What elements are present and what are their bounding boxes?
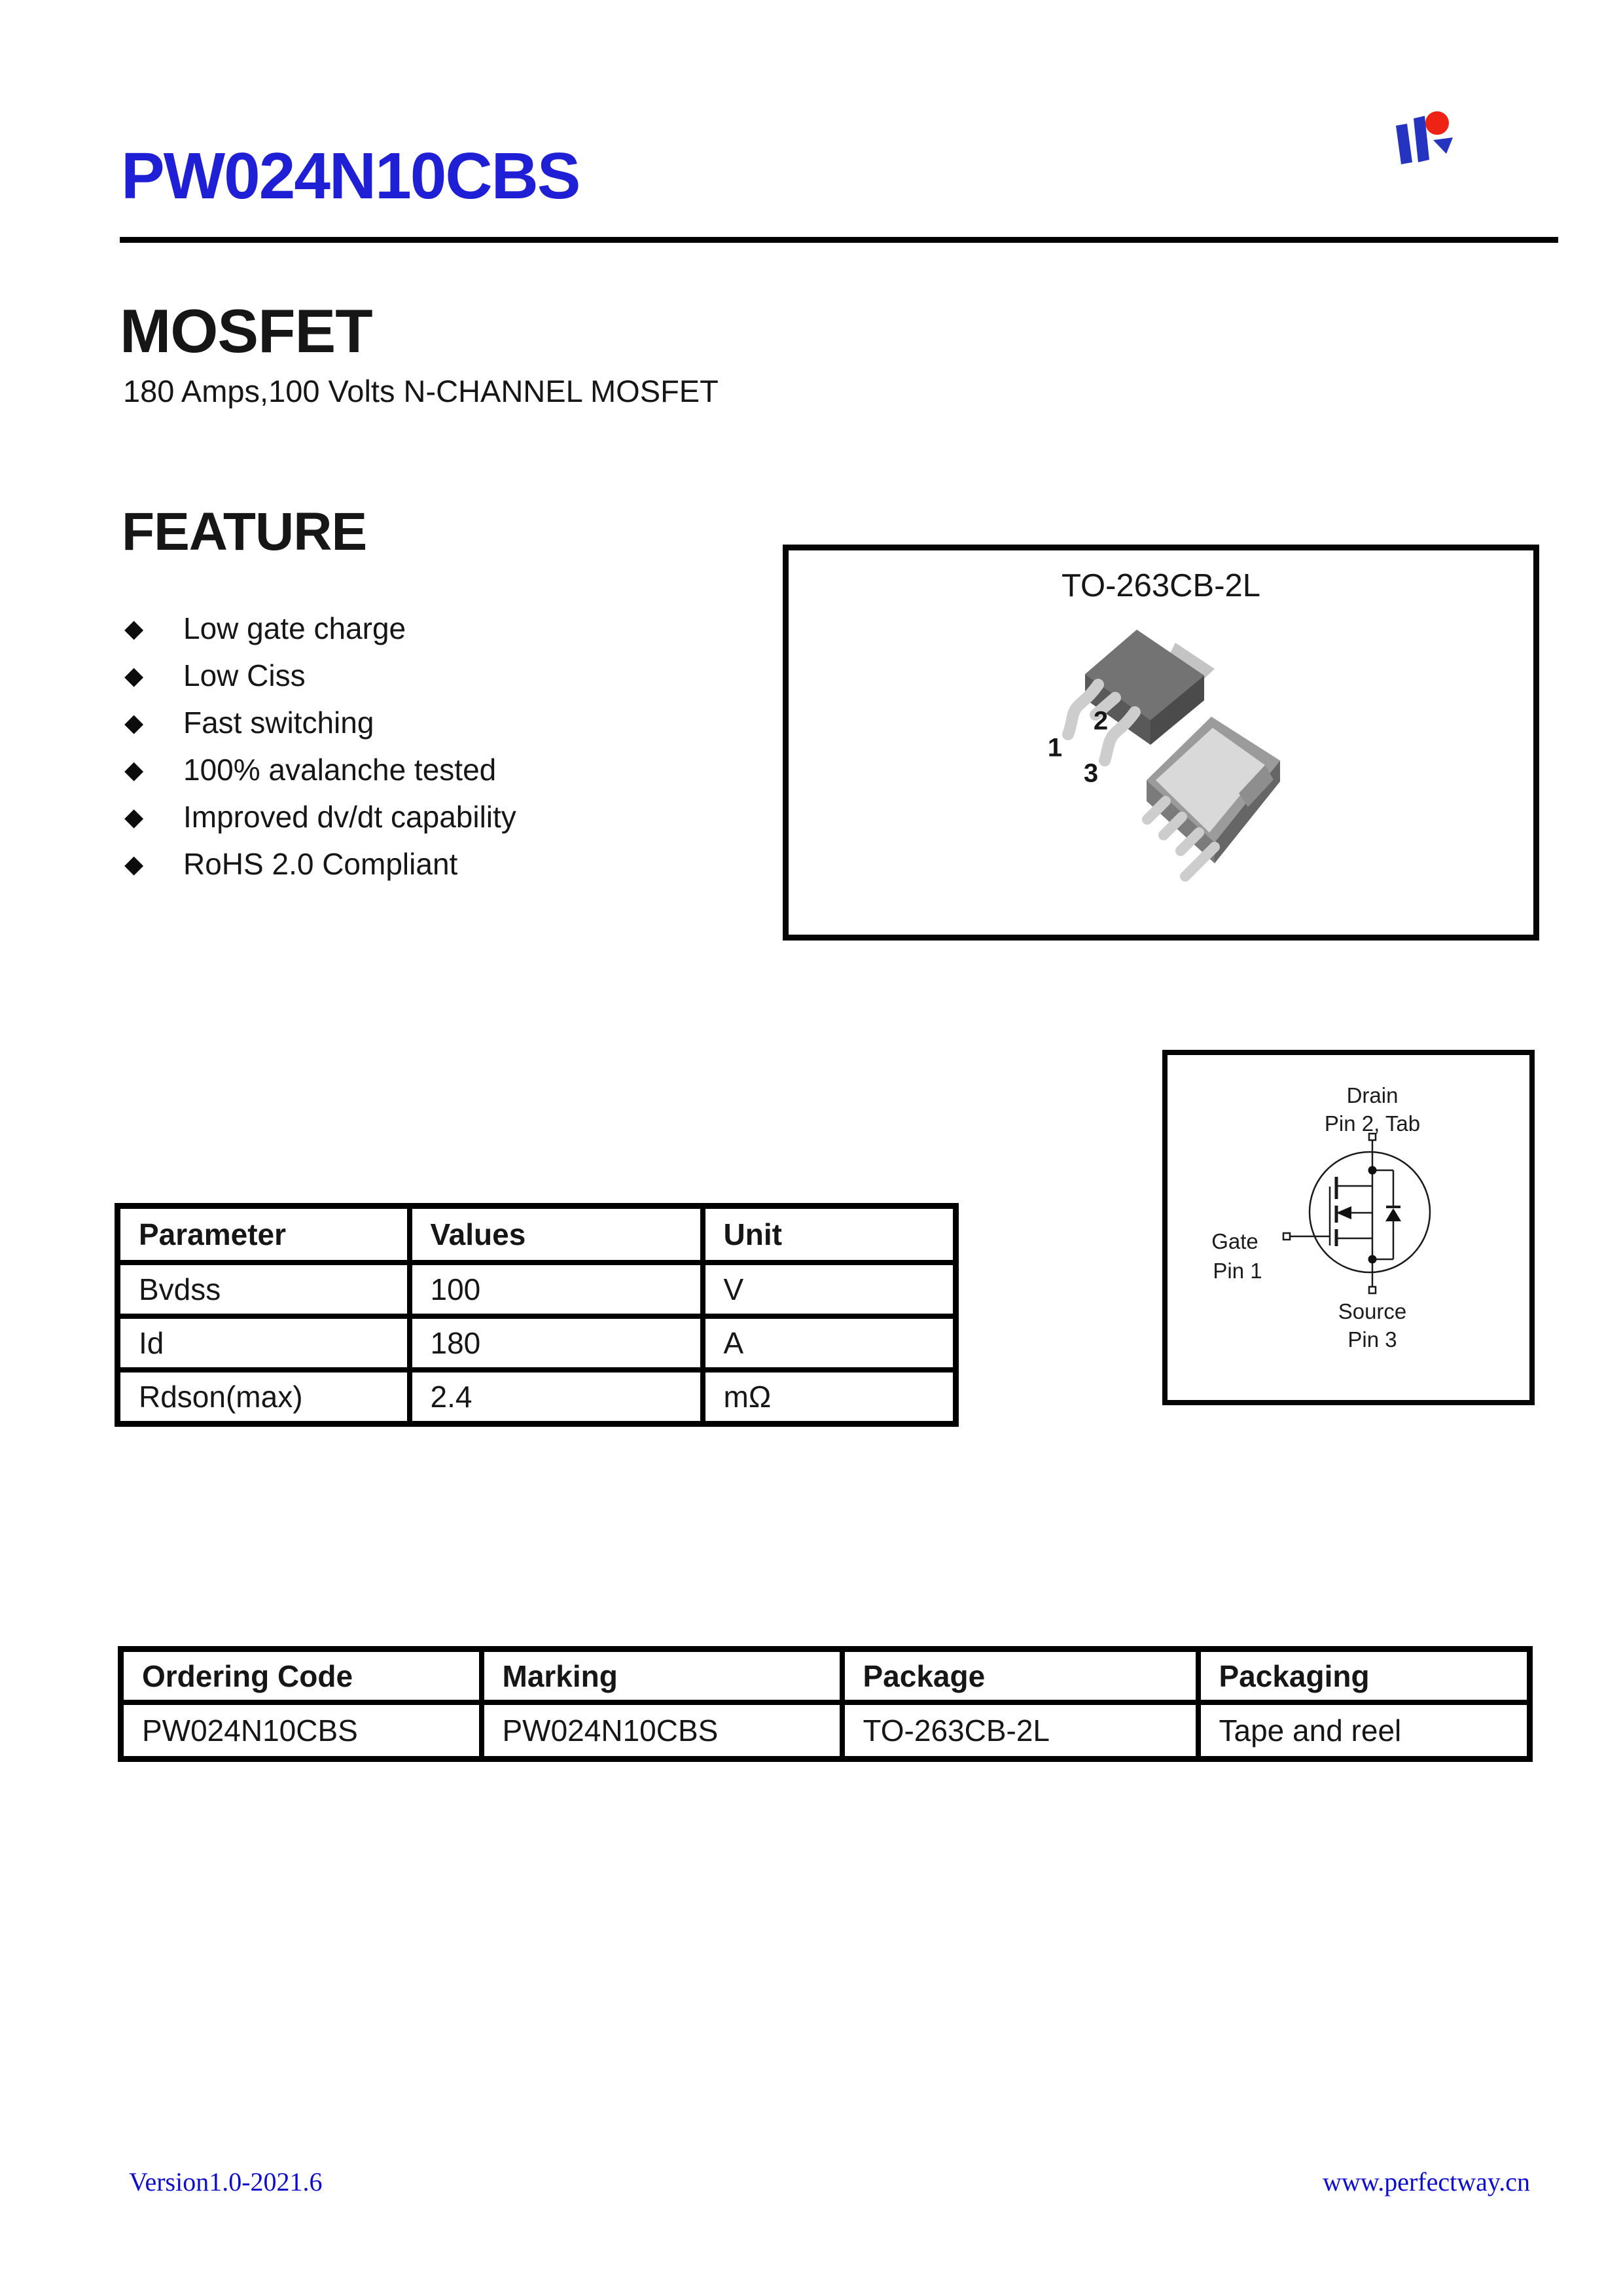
pinout-figure — [1162, 1050, 1535, 1405]
feature-heading: FEATURE — [122, 502, 367, 562]
parameter-table — [115, 1203, 959, 1427]
marking: PW024N10CBS — [482, 1702, 842, 1759]
feature-item — [124, 840, 779, 888]
source-pin-label: Pin 3 — [1347, 1327, 1397, 1352]
column-header: Ordering Code — [121, 1649, 482, 1703]
column-header: Values — [410, 1206, 703, 1263]
diamond-bullet-icon: ◆ — [124, 662, 144, 690]
table-header-row — [121, 1649, 1530, 1703]
param-value: 2.4 — [410, 1370, 703, 1424]
table-row — [118, 1263, 956, 1316]
packaging: Tape and reel — [1198, 1702, 1530, 1759]
feature-item — [124, 699, 779, 746]
gate-label: Gate — [1211, 1229, 1258, 1253]
column-header: Package — [842, 1649, 1198, 1703]
feature-item-label: 100% avalanche tested — [183, 753, 497, 787]
feature-item — [124, 605, 779, 652]
ordering-table — [118, 1646, 1533, 1762]
param-name: Id — [118, 1316, 410, 1370]
table-row — [118, 1316, 956, 1370]
ordering-code: PW024N10CBS — [121, 1702, 482, 1759]
package-name: TO-263CB-2L — [1061, 568, 1261, 603]
diamond-bullet-icon: ◆ — [124, 850, 144, 878]
column-header: Marking — [482, 1649, 842, 1703]
feature-item — [124, 652, 779, 699]
feature-item-label: Improved dv/dt capability — [183, 800, 516, 834]
pin-3-label: 3 — [1083, 759, 1099, 788]
pin-1-label: 1 — [1047, 733, 1063, 762]
param-unit: V — [703, 1263, 956, 1316]
table-row — [121, 1702, 1530, 1759]
source-label: Source — [1338, 1299, 1407, 1323]
column-header: Unit — [703, 1206, 956, 1263]
package-3d-drawing-icon — [789, 550, 1533, 935]
param-name: Bvdss — [118, 1263, 410, 1316]
table-header-row — [118, 1206, 956, 1263]
column-header: Packaging — [1198, 1649, 1530, 1703]
feature-item-label: RoHS 2.0 Compliant — [183, 847, 458, 881]
package-figure — [783, 545, 1539, 941]
feature-item-label: Low gate charge — [183, 611, 406, 645]
column-header: Parameter — [118, 1206, 410, 1263]
drain-pin-label: Pin 2, Tab — [1324, 1111, 1421, 1136]
diamond-bullet-icon: ◆ — [124, 803, 144, 831]
feature-item — [124, 793, 779, 840]
diamond-bullet-icon: ◆ — [124, 709, 144, 737]
param-unit: A — [703, 1316, 956, 1370]
feature-item-label: Fast switching — [183, 706, 374, 740]
company-logo-icon — [1391, 103, 1457, 169]
feature-item-label: Low Ciss — [183, 658, 306, 692]
diamond-bullet-icon: ◆ — [124, 615, 144, 643]
product-subtitle: 180 Amps,100 Volts N-CHANNEL MOSFET — [123, 374, 719, 408]
page-title: PW024N10CBS — [121, 139, 580, 213]
header-divider — [120, 237, 1558, 243]
drain-label: Drain — [1346, 1083, 1399, 1107]
product-title: MOSFET — [120, 296, 372, 365]
website-label: www.perfectway.cn — [1323, 2167, 1530, 2197]
gate-pin-label: Pin 1 — [1213, 1259, 1262, 1283]
version-label: Version1.0-2021.6 — [129, 2167, 323, 2197]
param-name: Rdson(max) — [118, 1370, 410, 1424]
feature-list — [124, 605, 779, 888]
param-unit: mΩ — [703, 1370, 956, 1424]
param-value: 100 — [410, 1263, 703, 1316]
diamond-bullet-icon: ◆ — [124, 756, 144, 784]
package: TO-263CB-2L — [842, 1702, 1198, 1759]
table-row — [118, 1370, 956, 1424]
param-value: 180 — [410, 1316, 703, 1370]
feature-item — [124, 746, 779, 793]
pin-2-label: 2 — [1093, 706, 1109, 736]
